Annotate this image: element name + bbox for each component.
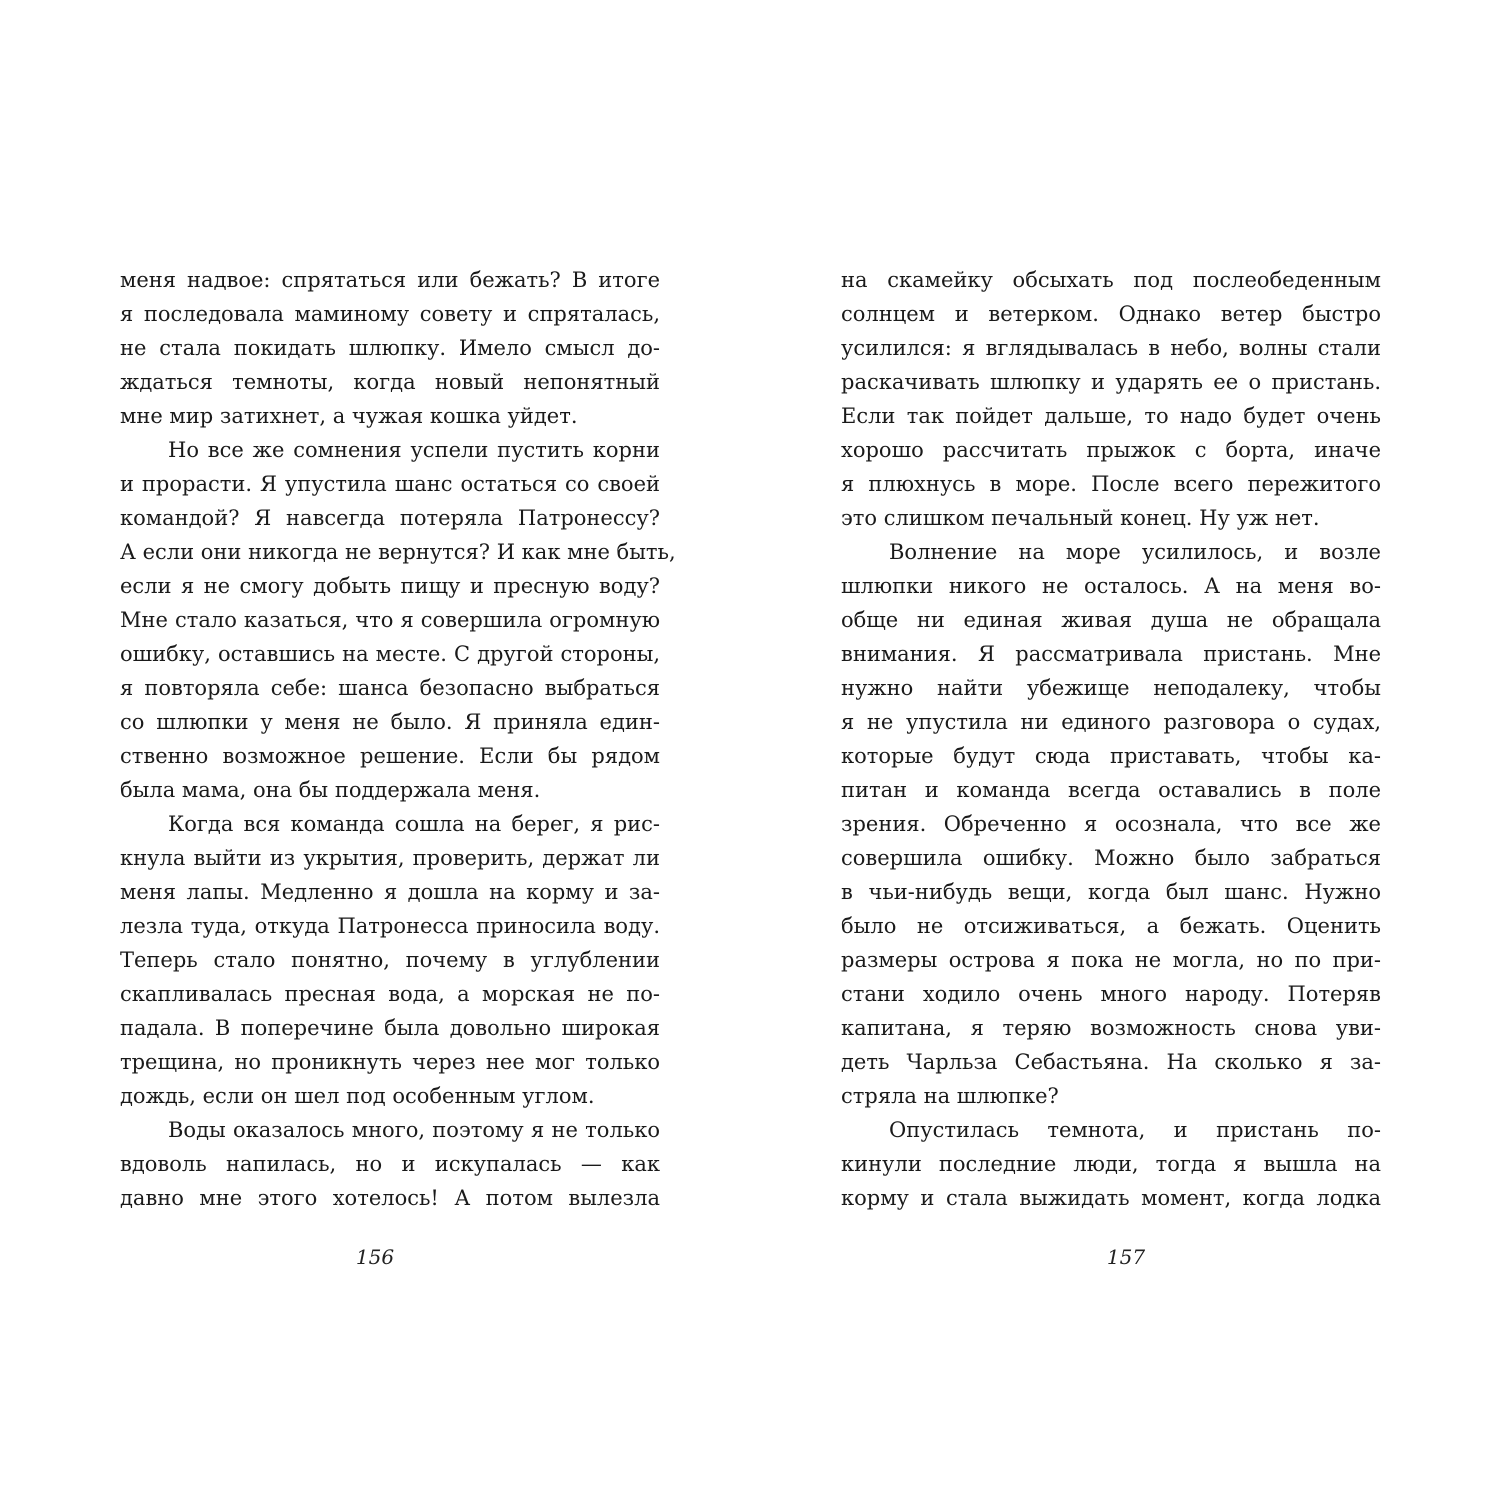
text-line: ошибку, оставшись на месте. С другой стороны,	[120, 642, 660, 666]
text-line: была мама, она бы поддержала меня.	[120, 778, 541, 802]
text-line: Теперь стало понятно, почему в углублении	[120, 948, 660, 972]
text-line: я последовала маминому совету и спряталась,	[120, 302, 660, 326]
text-line: Но все же сомнения успели пустить корни	[168, 438, 660, 462]
text-line: и прорасти. Я упустила шанс остаться со своей	[120, 472, 660, 496]
text-line: мне мир затихнет, а чужая кошка уйдет.	[120, 404, 578, 428]
text-line: обще ни единая живая душа не обращала	[841, 608, 1381, 632]
text-line: Если так пойдет дальше, то надо будет очень	[841, 404, 1381, 428]
text-line: шлюпки никого не осталось. А на меня во-	[841, 574, 1381, 598]
text-line: дождь, если он шел под особенным углом.	[120, 1084, 595, 1108]
text-line: которые будут сюда приставать, чтобы ка-	[841, 744, 1381, 768]
text-line: я не упустила ни единого разговора о судах,	[841, 710, 1381, 734]
left-page-text	[120, 263, 676, 1215]
text-line: трещина, но проникнуть через нее мог только	[120, 1050, 660, 1074]
text-line: это слишком печальный конец. Ну уж нет.	[841, 506, 1320, 530]
text-line: командой? Я навсегда потеряла Патронессу?	[120, 506, 660, 530]
text-line: солнцем и ветерком. Однако ветер быстро	[841, 302, 1381, 326]
text-line: размеры острова я пока не могла, но по при-	[841, 948, 1381, 972]
text-line: капитана, я теряю возможность снова уви-	[841, 1016, 1381, 1040]
text-line: ственно возможное решение. Если бы рядом	[120, 744, 660, 768]
text-line: если я не смогу добыть пищу и пресную воду?	[120, 574, 660, 598]
left-page	[120, 263, 676, 1215]
text-line: Волнение на море усилилось, и возле	[889, 540, 1381, 564]
text-line: ждаться темноты, когда новый непонятный	[120, 370, 660, 394]
text-line: было не отсиживаться, а бежать. Оценить	[841, 914, 1381, 938]
text-line: кинули последние люди, тогда я вышла на	[841, 1152, 1381, 1176]
text-line: падала. В поперечине была довольно широкая	[120, 1016, 660, 1040]
text-line: лезла туда, откуда Патронесса приносила воду.	[120, 914, 660, 938]
right-page	[841, 263, 1381, 1215]
text-line: нужно найти убежище неподалеку, чтобы	[841, 676, 1381, 700]
text-line: стани ходило очень много народу. Потеряв	[841, 982, 1381, 1006]
text-line: в чьи-нибудь вещи, когда был шанс. Нужно	[841, 880, 1381, 904]
text-line: Мне стало казаться, что я совершила огромную	[120, 608, 660, 632]
text-line: Когда вся команда сошла на берег, я рис-	[168, 812, 660, 836]
left-page-number: 156	[355, 1245, 395, 1269]
text-line: хорошо рассчитать прыжок с борта, иначе	[841, 438, 1381, 462]
text-line: я плюхнусь в море. После всего пережитого	[841, 472, 1381, 496]
text-line: я повторяла себе: шанса безопасно выбраться	[120, 676, 660, 700]
text-line: скапливалась пресная вода, а морская не по-	[120, 982, 660, 1006]
text-line: усилился: я вглядывалась в небо, волны стали	[841, 336, 1381, 360]
right-page-number: 157	[1106, 1245, 1146, 1269]
text-line: Воды оказалось много, поэтому я не только	[168, 1118, 660, 1142]
text-line: Опустилась темнота, и пристань по-	[889, 1118, 1381, 1142]
text-line: кнула выйти из укрытия, проверить, держат ли	[120, 846, 660, 870]
text-line: со шлюпки у меня не было. Я приняла един-	[120, 710, 660, 734]
text-line: меня надвое: спрятаться или бежать? В итоге	[120, 268, 660, 292]
text-line: совершила ошибку. Можно было забраться	[841, 846, 1381, 870]
text-line: А если они никогда не вернутся? И как мне быть,	[120, 540, 676, 564]
text-line: стряла на шлюпке?	[841, 1084, 1059, 1108]
text-line: питан и команда всегда оставались в поле	[841, 778, 1381, 802]
text-line: на скамейку обсыхать под послеобеденным	[841, 268, 1381, 292]
text-line: меня лапы. Медленно я дошла на корму и за-	[120, 880, 660, 904]
text-line: давно мне этого хотелось! А потом вылезла	[120, 1186, 660, 1210]
text-line: деть Чарльза Себастьяна. На сколько я за-	[841, 1050, 1381, 1074]
text-line: вдоволь напилась, но и искупалась — как	[120, 1152, 660, 1176]
right-page-text	[841, 263, 1381, 1215]
text-line: внимания. Я рассматривала пристань. Мне	[841, 642, 1381, 666]
text-line: раскачивать шлюпку и ударять ее о пристань.	[841, 370, 1381, 394]
text-line: корму и стала выжидать момент, когда лодка	[841, 1186, 1381, 1210]
text-line: зрения. Обреченно я осознала, что все же	[841, 812, 1381, 836]
text-line: не стала покидать шлюпку. Имело смысл до-	[120, 336, 660, 360]
